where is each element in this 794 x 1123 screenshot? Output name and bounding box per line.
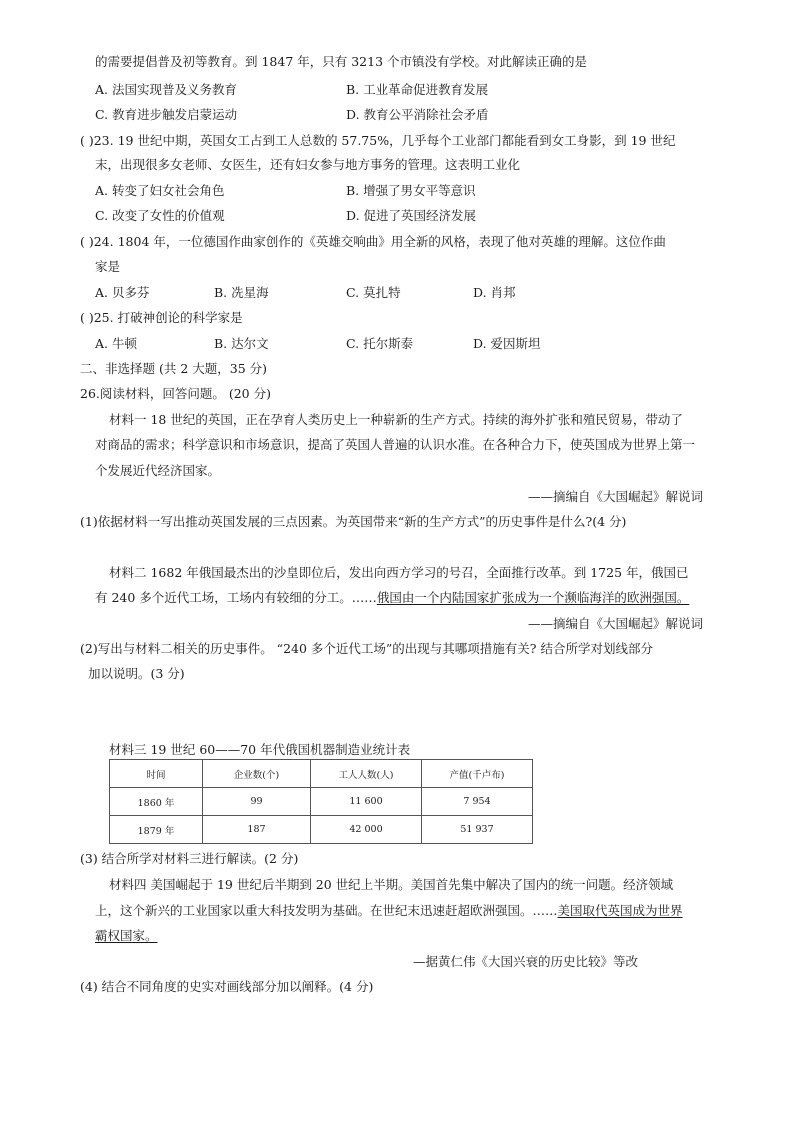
sub-question-4: (4) 结合不同角度的史实对画线部分加以阐释。(4 分) — [80, 979, 374, 994]
material-1-line-1: 材料一 18 世纪的英国，正在孕育人类历史上一种崭新的生产方式。持续的海外扩张和殖民贸易，带动了 — [109, 412, 683, 427]
option-22-d: D. 教育公平消除社会矛盾 — [346, 107, 489, 122]
material-4-line-2 — [95, 903, 683, 919]
table-cell: 51 937 — [422, 816, 533, 844]
table-header-cell: 工人人数(人) — [311, 760, 422, 788]
option-23-b: B. 增强了男女平等意识 — [346, 183, 476, 198]
option-24-a: A. 贝多芬 — [95, 285, 150, 300]
option-22-c: C. 教育进步触发启蒙运动 — [95, 107, 238, 122]
material-4-text: 上，这个新兴的工业国家以重大科技发明为基础。在世纪末迅速赶超欧洲强国。…… — [95, 903, 558, 918]
option-22-a: A. 法国实现普及义务教育 — [95, 82, 237, 97]
sub-question-1: (1)依据材料一写出推动英国发展的三点因素。为英国带来“新的生产方式”的历史事件是什么?(4 分) — [80, 514, 627, 529]
material-1-line-3: 个发展近代经济国家。 — [95, 463, 221, 478]
material-4-underlined-text: 美国取代英国成为世界 — [557, 903, 683, 918]
sub-question-2: (2)写出与材料二相关的历史事件。 “240 多个近代工场”的出现与其哪项措施有关? 结合所学对划线部分 — [80, 641, 653, 656]
question-24-cont: 家是 — [95, 259, 121, 274]
option-24-c: C. 莫扎特 — [346, 285, 401, 300]
material-1-source: ——摘编自《大国崛起》解说词 — [528, 489, 704, 504]
question-24: ( )24. 1804 年，一位德国作曲家创作的《英雄交响曲》用全新的风格，表现了他对英雄的理解。这位作曲 — [80, 234, 666, 249]
table-cell: 1860 年 — [110, 788, 203, 816]
table-cell: 7 954 — [422, 788, 533, 816]
question-25: ( )25. 打破神创论的科学家是 — [80, 310, 243, 325]
material-3-caption: 材料三 19 世纪 60——70 年代俄国机器制造业统计表 — [109, 742, 411, 757]
option-25-a: A. 牛顿 — [95, 336, 137, 351]
table-row — [110, 788, 533, 816]
table-header-cell: 产值(千卢布) — [422, 760, 533, 788]
material-4-line-3: 霸权国家。 — [95, 928, 158, 943]
question-23-cont: 末，出现很多女老师、女医生，还有妇女参与地方事务的管理。这表明工业化 — [95, 157, 521, 172]
question-26-title: 26.阅读材料，回答问题。 (20 分) — [80, 386, 271, 401]
table-cell: 99 — [203, 788, 311, 816]
option-24-b: B. 冼星海 — [214, 285, 269, 300]
option-23-c: C. 改变了女性的价值观 — [95, 208, 225, 223]
material-2-underlined-text: 俄国由一个内陆国家扩张成为一个濒临海洋的欧洲强国。 — [376, 590, 690, 605]
material-4-line-1: 材料四 美国崛起于 19 世纪后半期到 20 世纪上半期。美国首先集中解决了国内的统一问题。经济领域 — [109, 877, 674, 892]
sub-question-2-cont: 加以说明。(3 分) — [88, 666, 185, 681]
material-1-line-2: 对商品的需求；科学意识和市场意识，提高了英国人普遍的认识水准。在各种合力下，使英国成为世界上第一 — [95, 437, 696, 452]
table-cell: 1879 年 — [110, 816, 203, 844]
material-4-source: —据黄仁伟《大国兴衰的历史比较》等改 — [413, 954, 639, 969]
material-2-source: ——摘编自《大国崛起》解说词 — [528, 616, 704, 631]
material-2-line-2 — [95, 590, 689, 606]
table-cell: 42 000 — [311, 816, 422, 844]
sub-question-3: (3) 结合所学对材料三进行解读。(2 分) — [80, 851, 299, 866]
table-cell: 187 — [203, 816, 311, 844]
material-2-text: 有 240 多个近代工场，工场内有较细的分工。…… — [95, 590, 377, 605]
statistics-table — [109, 759, 533, 844]
section-heading: 二、非选择题 (共 2 大题，35 分) — [80, 361, 268, 376]
paragraph-q22-tail: 的需要提倡普及初等教育。到 1847 年，只有 3213 个市镇没有学校。对此解读正确的是 — [95, 54, 588, 69]
option-25-d: D. 爱因斯坦 — [473, 336, 541, 351]
option-25-b: B. 达尔文 — [214, 336, 269, 351]
material-2-line-1: 材料二 1682 年俄国最杰出的沙皇即位后，发出向西方学习的号召，全面推行改革。到 1725 年，俄国已 — [109, 565, 689, 580]
table-cell: 11 600 — [311, 788, 422, 816]
option-22-b: B. 工业革命促进教育发展 — [346, 82, 489, 97]
option-25-c: C. 托尔斯泰 — [346, 336, 414, 351]
option-24-d: D. 肖邦 — [473, 285, 516, 300]
table-row — [110, 816, 533, 844]
table-header-cell: 时间 — [110, 760, 203, 788]
table-header-cell: 企业数(个) — [203, 760, 311, 788]
table-header-row — [110, 760, 533, 788]
question-23: ( )23. 19 世纪中期，英国女工占到工人总数的 57.75%，几乎每个工业部门都能看到女工身影，到 19 世纪 — [80, 133, 676, 148]
option-23-a: A. 转变了妇女社会角色 — [95, 183, 225, 198]
option-23-d: D. 促进了英国经济发展 — [346, 208, 477, 223]
